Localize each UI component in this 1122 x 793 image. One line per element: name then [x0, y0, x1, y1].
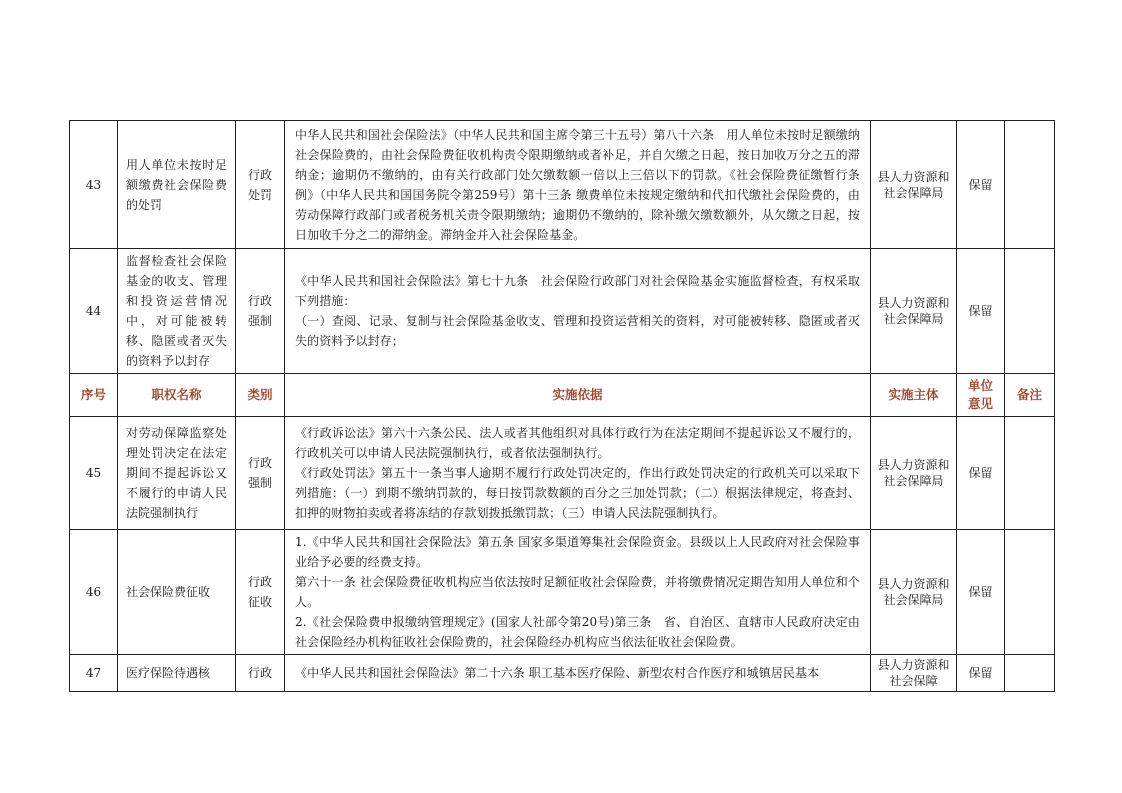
authority-name: 对劳动保障监察处理处罚决定在法定期间不提起诉讼又不履行的申请人民法院强制执行 [118, 417, 236, 530]
implementing-subject: 县人力资源和社会保障局 [871, 417, 957, 530]
authority-name: 用人单位未按时足额缴费社会保险费的处罚 [118, 121, 236, 249]
implementing-subject: 县人力资源和社会保障局 [871, 530, 957, 655]
table-row [70, 417, 1055, 530]
table-row [70, 121, 1055, 249]
basis-paragraph: （一）查阅、记录、复制与社会保险基金收支、管理和投资运营相关的资料，对可能被转移、隐匿或者灭失的资料予以封存； [295, 314, 860, 348]
header-name: 职权名称 [118, 374, 236, 417]
authority-name: 医疗保险待遇核 [118, 655, 236, 692]
table-header-row [70, 374, 1055, 417]
category-line: 强制 [247, 476, 272, 490]
category-line: 强制 [247, 314, 272, 328]
remark [1005, 121, 1055, 249]
table-row [70, 655, 1055, 692]
implementation-basis [285, 417, 871, 530]
implementation-basis [285, 530, 871, 655]
basis-paragraph: 《行政处罚法》第五十一条当事人逾期不履行行政处罚决定的，作出行政处罚决定的行政机关可以采取下列措施：（一）到期不缴纳罚款的，每日按罚款数额的百分之三加处罚款；（二）根据法律规定，将查封、扣押的财物拍卖或者将冻结的存款划拨抵缴罚款；（三）申请人民法院强制执行。 [295, 466, 860, 520]
implementation-basis [285, 121, 871, 249]
remark [1005, 530, 1055, 655]
row-number: 46 [70, 530, 118, 655]
remark [1005, 249, 1055, 374]
implementation-basis [285, 655, 871, 692]
unit-opinion: 保留 [957, 121, 1005, 249]
document-page [69, 120, 1054, 692]
implementing-subject: 县人力资源和社会保障 [871, 655, 957, 692]
authority-name: 监督检查社会保险基金的收支、管理和投资运营情况中，对可能被转移、隐匿或者灭失的资料予以封存 [118, 249, 236, 374]
basis-paragraph: 《中华人民共和国社会保险法》第七十九条 社会保险行政部门对社会保险基金实施监督检查，有权采取下列措施： [295, 274, 860, 308]
remark [1005, 655, 1055, 692]
unit-opinion: 保留 [957, 655, 1005, 692]
category-line: 行政 [247, 294, 272, 308]
unit-opinion: 保留 [957, 249, 1005, 374]
header-opinion-line: 意见 [967, 396, 993, 411]
row-number: 45 [70, 417, 118, 530]
category [236, 121, 285, 249]
basis-paragraph: 中华人民共和国社会保险法》（中华人民共和国主席令第三十五号）第八十六条 用人单位未按时足额缴纳社会保险费的，由社会保险费征收机构责令限期缴纳或者补足，并自欠缴之日起，按日加收万分之五的滞纳金；逾期仍不缴纳的，由有关行政部门处欠缴数额一倍以上三倍以下的罚款。《社会保险费征缴暂行条例》（中华人民共和国国务院令第259号）第十三条 缴费单位未按规定缴纳和代扣代缴社会保险费的，由劳动保障行政部门或者税务机关责令限期缴纳；逾期仍不缴纳的，除补缴欠缴数额外，从欠缴之日起，按日加收千分之二的滞纳金。滞纳金并入社会保险基金。 [295, 127, 860, 242]
header-category: 类别 [236, 374, 285, 417]
row-number: 44 [70, 249, 118, 374]
category [236, 655, 285, 692]
category [236, 249, 285, 374]
row-number: 47 [70, 655, 118, 692]
basis-paragraph: 1.《中华人民共和国社会保险法》第五条 国家多渠道筹集社会保险资金。县级以上人民政府对社会保险事业给予必要的经费支持。 [295, 535, 860, 569]
implementing-subject: 县人力资源和社会保障局 [871, 249, 957, 374]
implementation-basis [285, 249, 871, 374]
header-remark: 备注 [1005, 374, 1055, 417]
category [236, 530, 285, 655]
header-opinion-line: 单位 [967, 378, 993, 393]
unit-opinion: 保留 [957, 530, 1005, 655]
category-line: 行政 [247, 167, 272, 182]
remark [1005, 417, 1055, 530]
category-line: 行政 [247, 456, 272, 470]
row-number: 43 [70, 121, 118, 249]
category-line: 处罚 [247, 187, 272, 202]
authority-name: 社会保险费征收 [118, 530, 236, 655]
table-row [70, 530, 1055, 655]
category-line: 行政 [247, 666, 272, 680]
category [236, 417, 285, 530]
implementing-subject: 县人力资源和社会保障局 [871, 121, 957, 249]
header-opinion [957, 374, 1005, 417]
category-line: 行政 [247, 575, 272, 589]
basis-paragraph: 第六十一条 社会保险费征收机构应当依法按时足额征收社会保险费，并将缴费情况定期告知用人单位和个人。 [295, 575, 860, 609]
basis-paragraph: 《行政诉讼法》第六十六条公民、法人或者其他组织对具体行政行为在法定期间不提起诉讼又不履行的，行政机关可以申请人民法院强制执行，或者依法强制执行。 [295, 426, 860, 460]
unit-opinion: 保留 [957, 417, 1005, 530]
header-basis: 实施依据 [285, 374, 871, 417]
category-line: 征收 [247, 595, 272, 609]
header-subject: 实施主体 [871, 374, 957, 417]
basis-paragraph: 2.《社会保险费申报缴纳管理规定》(国家人社部令第20号)第三条 省、自治区、直辖市人民政府决定由社会保险经办机构征收社会保险费的，社会保险经办机构应当依法征收社会保险费。 [295, 615, 860, 649]
table-row [70, 249, 1055, 374]
header-no: 序号 [70, 374, 118, 417]
authority-table [69, 120, 1055, 692]
basis-paragraph: 《中华人民共和国社会保险法》第二十六条 职工基本医疗保险、新型农村合作医疗和城镇居民基本 [295, 666, 820, 680]
